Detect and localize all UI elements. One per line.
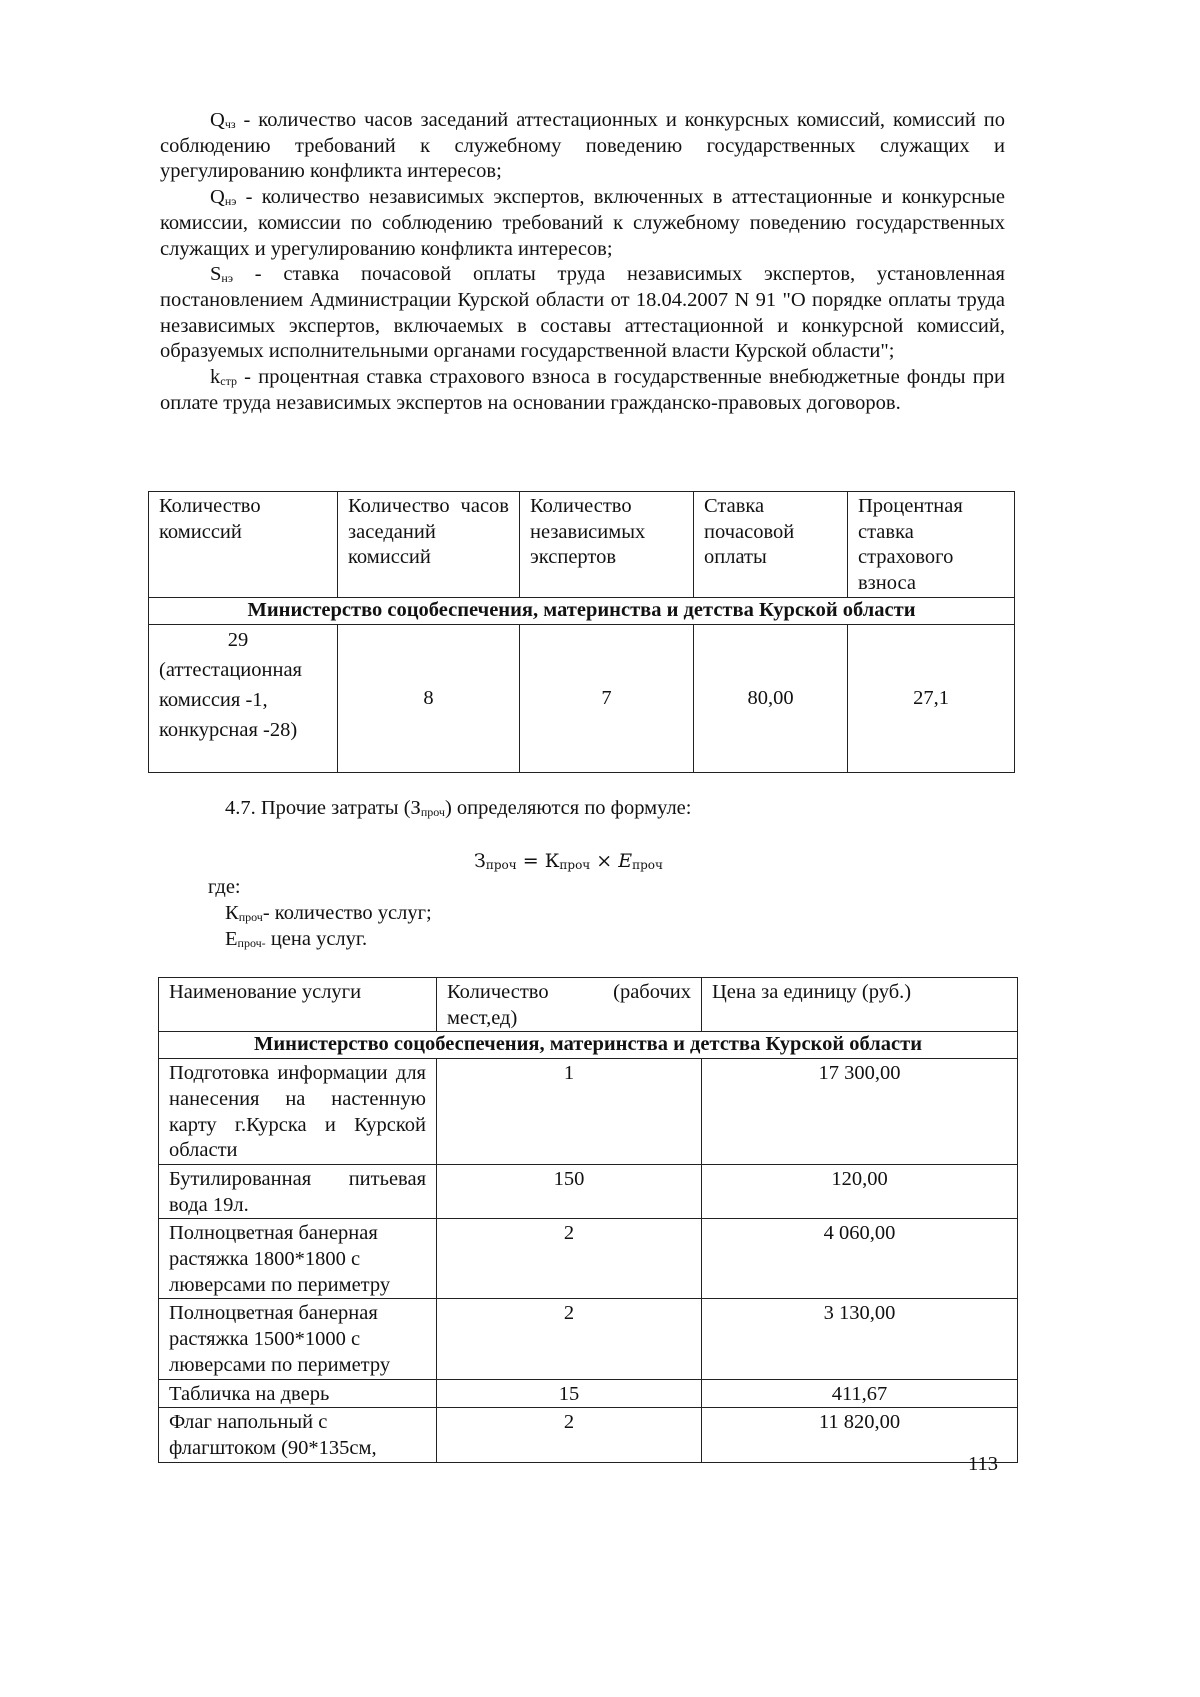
service-name: Подготовка информации для нанесения на настенную карту г.Курска и Курской области <box>159 1059 437 1165</box>
hours-cell: 8 <box>338 624 520 772</box>
commissions-table <box>148 491 1015 773</box>
header-cell: Количество независимых экспертов <box>520 492 694 598</box>
header-cell: Ставка почасовой оплаты <box>694 492 848 598</box>
service-name: Табличка на дверь <box>159 1379 437 1408</box>
table-row <box>149 624 1015 772</box>
header-cell: Количество комиссий <box>149 492 338 598</box>
service-price: 411,67 <box>702 1379 1018 1408</box>
experts-cell: 7 <box>520 624 694 772</box>
service-qty: 150 <box>437 1164 702 1218</box>
table-row <box>159 1219 1018 1299</box>
service-qty: 2 <box>437 1219 702 1299</box>
definition-k-str: $k_{стр}$ - процентная ставка страхового взноса в государственные внебюджетные фонды при оплате труда независимых экспертов на основании гражданско-правовых договоров. <box>160 366 1005 414</box>
table-header-row <box>149 492 1015 598</box>
commissions-detail: (аттестационная комиссия -1, конкурсная -28) <box>159 658 302 741</box>
where-k: $К_{проч}-$ количество услуг; <box>225 902 432 924</box>
insurance-cell: 27,1 <box>848 624 1015 772</box>
definition-q-chz: $Q_{чз}$ - количество часов заседаний аттестационных и конкурсных комиссий, комиссий по соблюдению требований к служебному поведению государственных служащих и урегулированию конфликта интересов; <box>160 109 1005 183</box>
service-name: Флаг напольный с флагштоком (90*135см, <box>159 1408 437 1462</box>
where-e: $Е_{проч-}$ цена услуг. <box>225 928 368 950</box>
commissions-cell <box>149 624 338 772</box>
table-row <box>159 1164 1018 1218</box>
section-4-7-heading: 4.7. Прочие затраты $(З_{проч})$ определяются по формуле: <box>225 797 692 819</box>
services-table <box>158 977 1018 1463</box>
header-cell: Наименование услуги <box>159 978 437 1032</box>
table-row <box>159 1408 1018 1462</box>
service-qty: 2 <box>437 1408 702 1462</box>
table-header-row <box>159 978 1018 1032</box>
page-number: 113 <box>968 1453 998 1475</box>
service-name: Полноцветная банерная растяжка 1800*1800 с люверсами по периметру <box>159 1219 437 1299</box>
service-price: 11 820,00 <box>702 1408 1018 1462</box>
service-price: 3 130,00 <box>702 1299 1018 1379</box>
formula: $З_{проч} = К_{проч} \times E_{проч}$ <box>474 850 663 872</box>
service-name: Полноцветная банерная растяжка 1500*1000 с люверсами по периметру <box>159 1299 437 1379</box>
definitions <box>160 108 1005 416</box>
header-cell: Количество (рабочих мест,ед) <box>437 978 702 1032</box>
definition-q-ne: $Q_{нэ}$ - количество независимых экспертов, включенных в аттестационные и конкурсные комиссии, комиссии по соблюдению требований к служебному поведению государственных служащих и урегулированию конфликта интересов; <box>160 186 1005 260</box>
where-label: где: <box>208 876 241 898</box>
commissions-count: 29 <box>227 628 249 651</box>
service-name: Бутилированная питьевая вода 19л. <box>159 1164 437 1218</box>
table-row <box>159 1059 1018 1165</box>
header-cell: Цена за единицу (руб.) <box>702 978 1018 1032</box>
service-qty: 1 <box>437 1059 702 1165</box>
table-row <box>159 1379 1018 1408</box>
rate-cell: 80,00 <box>694 624 848 772</box>
service-qty: 2 <box>437 1299 702 1379</box>
service-price: 17 300,00 <box>702 1059 1018 1165</box>
section-row: Министерство соцобеспечения, материнства и детства Курской области <box>159 1032 1018 1059</box>
definition-s-ne: $S_{нэ}$ - ставка почасовой оплаты труда независимых экспертов, установленная постановлением Администрации Курской области от 18.04.2007 N 91 "О порядке оплаты труда независимых экспертов, включаемых в составы аттестационной и конкурсной комиссий, образуемых исполнительными органами государственной власти Курской области"; <box>160 263 1005 363</box>
service-qty: 15 <box>437 1379 702 1408</box>
table-row <box>159 1299 1018 1379</box>
section-row: Министерство соцобеспечения, материнства и детства Курской области <box>149 597 1015 624</box>
header-cell: Процентная ставка страхового взноса <box>848 492 1015 598</box>
header-cell: Количество часов заседаний комиссий <box>338 492 520 598</box>
service-price: 120,00 <box>702 1164 1018 1218</box>
service-price: 4 060,00 <box>702 1219 1018 1299</box>
